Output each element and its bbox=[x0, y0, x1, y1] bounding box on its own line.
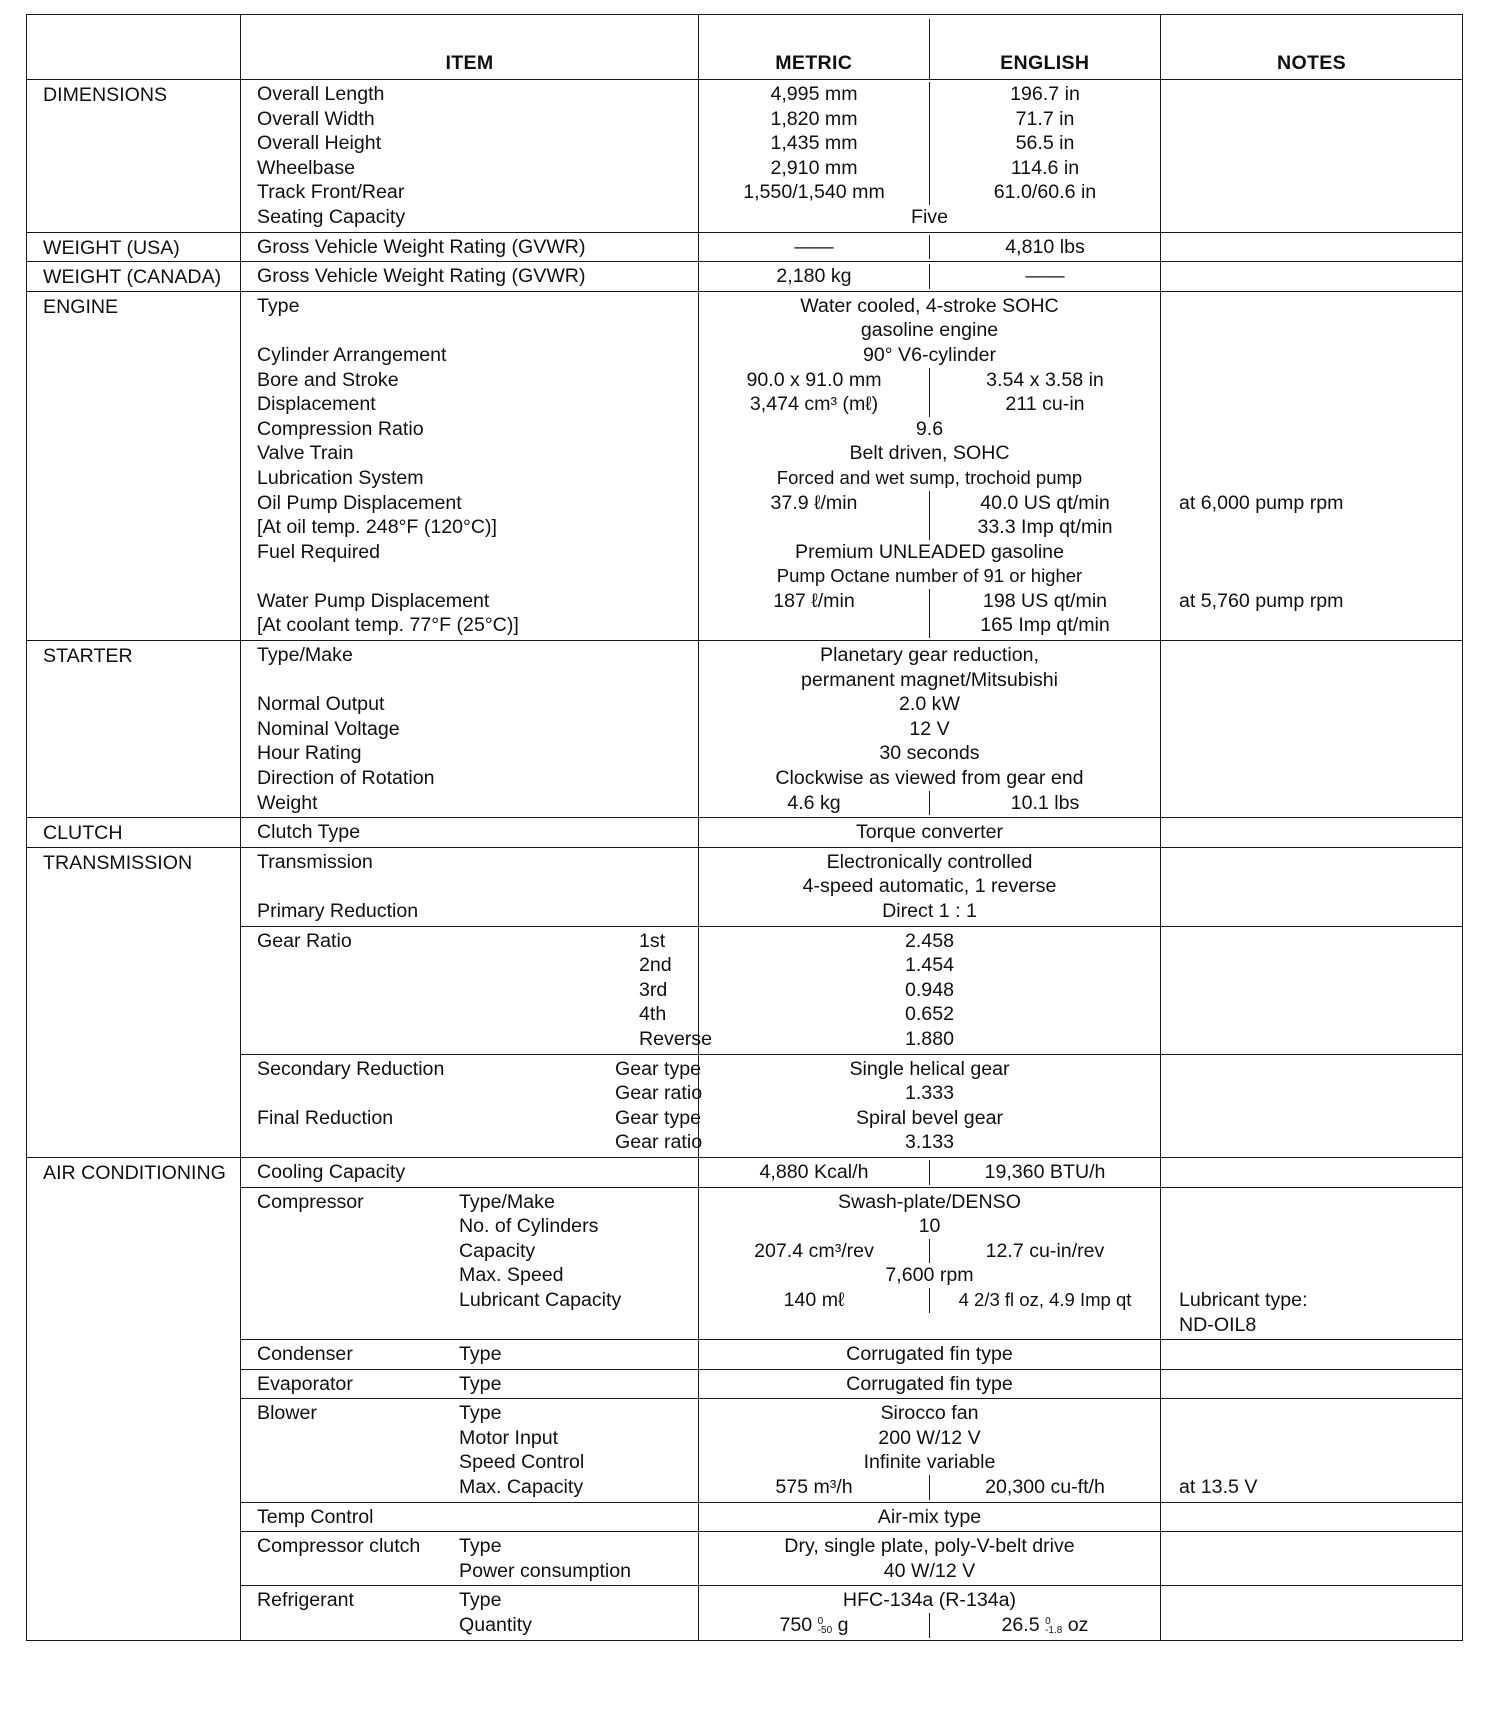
item-label bbox=[257, 564, 698, 589]
combined-value: 0.948 bbox=[904, 978, 955, 1001]
combined-value: 3.133 bbox=[904, 1131, 955, 1154]
english-value: 19,360 BTU/h bbox=[984, 1160, 1106, 1183]
english-value: 10.1 lbs bbox=[1010, 791, 1080, 814]
item-label: [At oil temp. 248°F (120°C)] bbox=[257, 516, 498, 539]
combined-value: gasoline engine bbox=[860, 319, 999, 342]
category-air-conditioning: AIR CONDITIONING bbox=[27, 1157, 241, 1640]
category-starter: STARTER bbox=[27, 641, 241, 818]
section-weight-canada bbox=[27, 262, 1463, 292]
item-label: Evaporator bbox=[257, 1372, 353, 1395]
note-text: at 6,000 pump rpm bbox=[1179, 491, 1344, 514]
combined-value: HFC-134a (R-134a) bbox=[842, 1589, 1017, 1612]
section-weight-usa bbox=[27, 232, 1463, 262]
dimensions-values bbox=[699, 80, 1161, 233]
item-label: Seating Capacity bbox=[257, 205, 406, 228]
gear-ratio-notes bbox=[1161, 926, 1463, 1054]
section-transmission bbox=[27, 847, 1463, 926]
item-label: Wheelbase bbox=[257, 156, 356, 179]
blower-values bbox=[699, 1399, 1161, 1502]
english-value: 165 Imp qt/min bbox=[980, 614, 1110, 637]
metric-value: 90.0 x 91.0 mm bbox=[699, 368, 930, 393]
condenser-notes bbox=[1161, 1340, 1463, 1370]
category-weight-canada: WEIGHT (CANADA) bbox=[27, 262, 241, 292]
sub-label: Type bbox=[459, 1343, 502, 1366]
header-category-blank bbox=[27, 15, 241, 80]
transmission-items bbox=[241, 847, 699, 926]
header-row bbox=[27, 15, 1463, 80]
item-label: Fuel Required bbox=[257, 540, 381, 563]
item-label: Overall Width bbox=[257, 107, 375, 130]
sub-label: Gear type bbox=[615, 1057, 702, 1080]
item-label: Normal Output bbox=[257, 693, 385, 716]
item-label: [At coolant temp. 77°F (25°C)] bbox=[257, 614, 519, 637]
combined-value: Direct 1 : 1 bbox=[882, 900, 977, 922]
sub-label: Type bbox=[459, 1535, 502, 1558]
item-label: Gross Vehicle Weight Rating (GVWR) bbox=[257, 265, 586, 288]
english-value: 33.3 Imp qt/min bbox=[977, 516, 1113, 539]
english-value: 61.0/60.6 in bbox=[993, 181, 1097, 204]
item-label: Compressor clutch bbox=[257, 1535, 421, 1558]
item-label: Type/Make bbox=[257, 644, 353, 667]
item-label: Primary Reduction bbox=[257, 900, 419, 922]
blower-notes bbox=[1161, 1399, 1463, 1502]
combined-value: Premium UNLEADED gasoline bbox=[795, 540, 1064, 563]
sub-label: 1st bbox=[639, 929, 666, 952]
item-label: Weight bbox=[257, 791, 318, 814]
header-english: ENGLISH bbox=[1000, 52, 1090, 74]
combined-value: Water cooled, 4-stroke SOHC bbox=[800, 294, 1059, 317]
sub-label: Motor Input bbox=[459, 1426, 559, 1449]
section-reduction bbox=[27, 1054, 1463, 1157]
combined-value: 4-speed automatic, 1 reverse bbox=[802, 875, 1057, 898]
metric-value: 207.4 cm³/rev bbox=[699, 1239, 930, 1264]
metric-value: 1,550/1,540 mm bbox=[699, 180, 930, 205]
english-value bbox=[930, 1613, 1160, 1638]
gear-ratio-values bbox=[699, 926, 1161, 1054]
metric-value: 37.9 ℓ/min bbox=[699, 491, 930, 516]
item-label: Cylinder Arrangement bbox=[257, 343, 447, 366]
item-label: Blower bbox=[257, 1402, 317, 1425]
item-label: Overall Length bbox=[257, 83, 385, 105]
combined-value: 90° V6-cylinder bbox=[862, 343, 997, 366]
english-value: 71.7 in bbox=[1015, 107, 1075, 130]
english-value: 3.54 x 3.58 in bbox=[986, 368, 1104, 391]
english-value: 196.7 in bbox=[1010, 83, 1080, 105]
metric-value: 187 ℓ/min bbox=[699, 589, 930, 614]
refrigerant-notes bbox=[1161, 1586, 1463, 1640]
starter-items bbox=[241, 641, 699, 818]
item-label: Temp Control bbox=[257, 1505, 374, 1528]
blower-items bbox=[241, 1399, 699, 1502]
combined-value: 1.880 bbox=[904, 1027, 955, 1050]
item-label: Refrigerant bbox=[257, 1589, 354, 1612]
sub-label: Type bbox=[459, 1589, 502, 1612]
dimensions-notes bbox=[1161, 80, 1463, 233]
category-clutch: CLUTCH bbox=[27, 818, 241, 848]
section-condenser bbox=[27, 1340, 1463, 1370]
combined-value: Planetary gear reduction, bbox=[820, 644, 1039, 667]
transmission-values bbox=[699, 847, 1161, 926]
combined-value: Torque converter bbox=[855, 821, 1004, 844]
item-label bbox=[257, 668, 698, 693]
sub-label: No. of Cylinders bbox=[459, 1215, 599, 1238]
metric-value: 4.6 kg bbox=[699, 791, 930, 816]
quantity-unit: oz bbox=[1067, 1614, 1089, 1637]
item-label: Lubrication System bbox=[257, 466, 424, 489]
sub-label: 4th bbox=[639, 1003, 667, 1026]
section-gear-ratio bbox=[27, 926, 1463, 1054]
english-value: 4,810 lbs bbox=[1005, 235, 1085, 258]
metric-value: 4,880 Kcal/h bbox=[699, 1160, 930, 1185]
metric-value: 140 mℓ bbox=[699, 1288, 930, 1313]
combined-value: 2.0 kW bbox=[899, 693, 960, 716]
compressor-values bbox=[699, 1187, 1161, 1340]
english-value: —— bbox=[1025, 265, 1065, 288]
item-label: Type bbox=[257, 294, 300, 317]
combined-value: 9.6 bbox=[915, 417, 944, 440]
item-label: Hour Rating bbox=[257, 742, 362, 765]
section-clutch bbox=[27, 818, 1463, 848]
sub-label: Lubricant Capacity bbox=[459, 1288, 622, 1311]
header-metric: METRIC bbox=[699, 19, 930, 79]
sub-label: Type bbox=[459, 1372, 502, 1395]
engine-notes bbox=[1161, 291, 1463, 640]
compressor-items bbox=[241, 1187, 699, 1340]
item-label: Track Front/Rear bbox=[257, 181, 405, 204]
combined-value: Clockwise as viewed from gear end bbox=[775, 767, 1084, 790]
combined-value: 0.652 bbox=[904, 1003, 955, 1026]
note-text: at 13.5 V bbox=[1179, 1476, 1258, 1499]
engine-items bbox=[241, 291, 699, 640]
category-transmission: TRANSMISSION bbox=[27, 847, 241, 1157]
item-label: Oil Pump Displacement bbox=[257, 491, 462, 514]
item-label: Secondary Reduction bbox=[257, 1057, 445, 1080]
combined-value: Corrugated fin type bbox=[846, 1343, 1013, 1366]
category-dimensions: DIMENSIONS bbox=[27, 80, 241, 233]
quantity-unit: g bbox=[837, 1614, 849, 1637]
item-label: Compressor bbox=[257, 1190, 364, 1213]
temp-control-notes bbox=[1161, 1502, 1463, 1532]
compressor-clutch-values bbox=[699, 1532, 1161, 1586]
starter-values bbox=[699, 641, 1161, 818]
item-label: Direction of Rotation bbox=[257, 767, 435, 790]
sub-label: Capacity bbox=[459, 1239, 536, 1262]
item-label: Water Pump Displacement bbox=[257, 589, 490, 612]
dimensions-items bbox=[241, 80, 699, 233]
sub-label: Type/Make bbox=[459, 1190, 555, 1213]
category-weight-usa: WEIGHT (USA) bbox=[27, 232, 241, 262]
english-value: 56.5 in bbox=[1015, 132, 1075, 155]
category-engine: ENGINE bbox=[27, 291, 241, 640]
combined-value: 1.454 bbox=[904, 954, 955, 977]
section-starter bbox=[27, 641, 1463, 818]
combined-value: 10 bbox=[918, 1215, 941, 1238]
item-label: Cooling Capacity bbox=[257, 1160, 406, 1183]
item-label: Nominal Voltage bbox=[257, 717, 400, 740]
combined-value: 2.458 bbox=[904, 929, 955, 952]
metric-value: 1,435 mm bbox=[699, 131, 930, 156]
sub-label: Gear type bbox=[615, 1106, 702, 1129]
item-label: Transmission bbox=[257, 850, 373, 873]
sub-label: 2nd bbox=[639, 954, 672, 977]
sub-label: Power consumption bbox=[459, 1559, 632, 1582]
item-label: Final Reduction bbox=[257, 1106, 394, 1129]
section-evaporator bbox=[27, 1369, 1463, 1399]
english-value: 20,300 cu-ft/h bbox=[985, 1476, 1105, 1499]
english-value: 211 cu-in bbox=[1005, 393, 1085, 416]
header-item: ITEM bbox=[241, 15, 699, 80]
transmission-notes bbox=[1161, 847, 1463, 926]
starter-notes bbox=[1161, 641, 1463, 818]
section-refrigerant bbox=[27, 1586, 1463, 1640]
refrigerant-values bbox=[699, 1586, 1161, 1640]
metric-value: 2,910 mm bbox=[699, 156, 930, 181]
combined-value: Spiral bevel gear bbox=[855, 1106, 1004, 1129]
reduction-notes bbox=[1161, 1054, 1463, 1157]
item-label: Overall Height bbox=[257, 132, 382, 155]
metric-value: 3,474 cm³ (mℓ) bbox=[699, 392, 930, 417]
note-text: ND-OIL8 bbox=[1179, 1313, 1257, 1336]
reduction-values bbox=[699, 1054, 1161, 1157]
combined-value: 40 W/12 V bbox=[883, 1559, 976, 1582]
tolerance-upper: 0 bbox=[817, 1615, 824, 1627]
sub-label: Gear ratio bbox=[615, 1082, 703, 1105]
combined-value: 1.333 bbox=[904, 1082, 955, 1105]
compressor-clutch-items bbox=[241, 1532, 699, 1586]
item-label bbox=[257, 318, 698, 343]
metric-value: 575 m³/h bbox=[699, 1475, 930, 1500]
combined-value: Pump Octane number of 91 or higher bbox=[776, 565, 1083, 587]
header-notes: NOTES bbox=[1161, 15, 1463, 80]
section-engine bbox=[27, 291, 1463, 640]
item-label bbox=[257, 874, 698, 899]
section-air-conditioning bbox=[27, 1157, 1463, 1187]
combined-value: 7,600 rpm bbox=[885, 1264, 974, 1287]
item-label: Condenser bbox=[257, 1343, 353, 1366]
engine-values bbox=[699, 291, 1161, 640]
note-text: at 5,760 pump rpm bbox=[1179, 589, 1344, 612]
section-compressor bbox=[27, 1187, 1463, 1340]
sub-label: 3rd bbox=[639, 978, 668, 1001]
gear-ratio-items bbox=[241, 926, 712, 1054]
item-label: Displacement bbox=[257, 393, 376, 416]
compressor-notes bbox=[1161, 1187, 1463, 1340]
combined-value: Forced and wet sump, trochoid pump bbox=[776, 466, 1083, 488]
tolerance-upper: 0 bbox=[1045, 1615, 1051, 1627]
item-label: Valve Train bbox=[257, 442, 354, 465]
combined-value: Infinite variable bbox=[863, 1451, 996, 1474]
compressor-clutch-notes bbox=[1161, 1532, 1463, 1586]
english-value: 12.7 cu-in/rev bbox=[985, 1239, 1105, 1262]
note-text: Lubricant type: bbox=[1179, 1288, 1308, 1311]
metric-value bbox=[699, 1613, 930, 1638]
item-label: Gross Vehicle Weight Rating (GVWR) bbox=[257, 235, 586, 258]
english-value: 114.6 in bbox=[1010, 156, 1080, 179]
header-metric-english bbox=[699, 15, 1161, 80]
sub-label: Gear ratio bbox=[615, 1131, 703, 1154]
tolerance-lower: -50 bbox=[817, 1624, 833, 1636]
combined-value: 12 V bbox=[909, 717, 950, 740]
combined-value: Swash-plate/DENSO bbox=[838, 1190, 1021, 1213]
item-label: Gear Ratio bbox=[257, 929, 352, 952]
item-label: Bore and Stroke bbox=[257, 368, 399, 391]
specifications-table bbox=[26, 14, 1463, 1641]
metric-value: —— bbox=[699, 235, 930, 260]
sub-label: Speed Control bbox=[459, 1451, 585, 1474]
cooling-notes bbox=[1161, 1157, 1463, 1187]
item-label: Clutch Type bbox=[257, 821, 361, 844]
evaporator-notes bbox=[1161, 1369, 1463, 1399]
metric-value: 2,180 kg bbox=[699, 264, 930, 289]
reduction-items bbox=[241, 1054, 703, 1157]
quantity-number: 26.5 bbox=[1001, 1614, 1040, 1637]
combined-value: Air-mix type bbox=[877, 1505, 982, 1528]
section-blower bbox=[27, 1399, 1463, 1502]
refrigerant-items bbox=[241, 1586, 699, 1640]
combined-value: 200 W/12 V bbox=[878, 1426, 981, 1449]
quantity-number: 750 bbox=[779, 1614, 813, 1637]
clutch-notes bbox=[1161, 818, 1463, 848]
combined-value: Corrugated fin type bbox=[846, 1372, 1013, 1395]
combined-value: permanent magnet/Mitsubishi bbox=[800, 668, 1059, 691]
sub-label: Type bbox=[459, 1402, 502, 1425]
combined-value: Electronically controlled bbox=[826, 850, 1033, 873]
combined-value: 30 seconds bbox=[879, 742, 980, 765]
sub-label: Max. Capacity bbox=[459, 1476, 584, 1499]
section-compressor-clutch bbox=[27, 1532, 1463, 1586]
combined-value: Five bbox=[910, 205, 949, 228]
metric-value: 4,995 mm bbox=[699, 82, 930, 107]
weight-canada-notes bbox=[1161, 262, 1463, 292]
item-label: Compression Ratio bbox=[257, 417, 424, 440]
english-value: 4 2/3 fl oz, 4.9 Imp qt bbox=[958, 1288, 1132, 1310]
combined-value: Single helical gear bbox=[849, 1057, 1010, 1080]
sub-label: Quantity bbox=[459, 1614, 532, 1637]
combined-value: Belt driven, SOHC bbox=[849, 442, 1010, 465]
combined-value: Sirocco fan bbox=[880, 1402, 979, 1425]
sub-label: Reverse bbox=[639, 1027, 712, 1050]
sub-label: Max. Speed bbox=[459, 1264, 564, 1287]
spec-sheet bbox=[26, 14, 1462, 1698]
weight-usa-notes bbox=[1161, 232, 1463, 262]
metric-value: 1,820 mm bbox=[699, 107, 930, 132]
tolerance-lower: -1.8 bbox=[1045, 1624, 1063, 1636]
section-dimensions bbox=[27, 80, 1463, 233]
english-value: 198 US qt/min bbox=[982, 589, 1108, 612]
combined-value: Dry, single plate, poly-V-belt drive bbox=[784, 1535, 1075, 1558]
section-temp-control bbox=[27, 1502, 1463, 1532]
english-value: 40.0 US qt/min bbox=[980, 491, 1110, 514]
